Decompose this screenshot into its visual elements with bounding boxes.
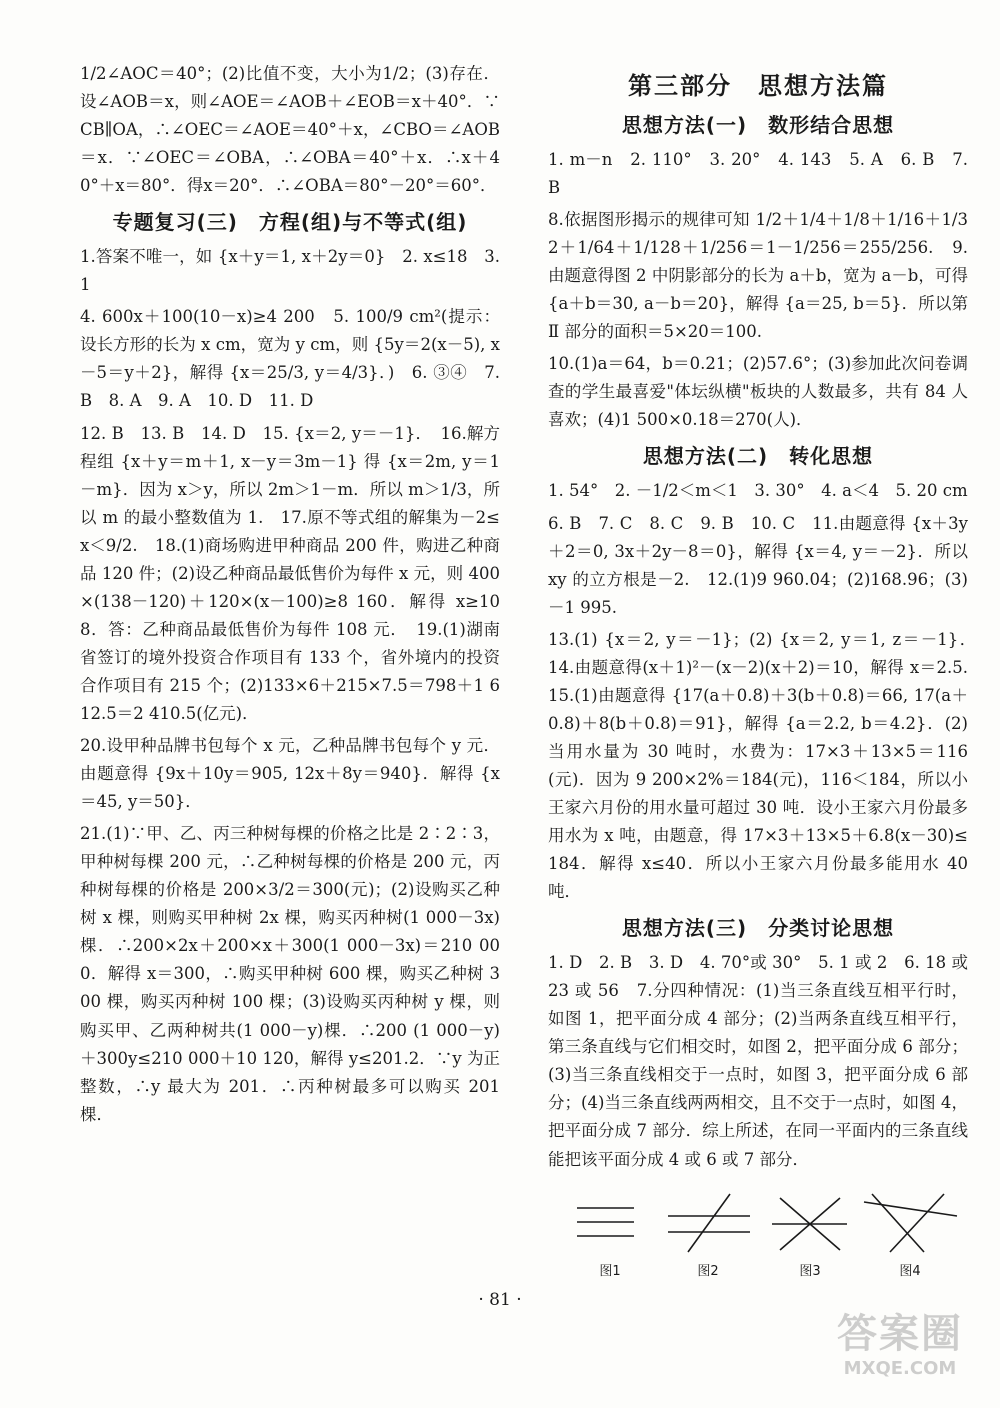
watermark-title: 答案圈 xyxy=(837,1311,963,1357)
figure-1-parallel-lines xyxy=(577,1208,634,1236)
section-2-paragraph-1: 1. 54° 2. －1/2＜m＜1 3. 30° 4. a＜4 5. 20 cm xyxy=(548,481,968,501)
figure-4-pairwise-intersecting-lines xyxy=(864,1194,957,1252)
section-3-heading: 思想方法(三) 分类讨论思想 xyxy=(621,916,895,941)
left-column xyxy=(80,60,500,1133)
watermark-url: MXQE.COM xyxy=(843,1358,957,1379)
left-intro-paragraph: 1/2∠AOC＝40°；(2)比值不变，大小为1/2；(3)存在．设∠AOB＝x，则∠AOE＝∠AOB＋∠EOB＝x＋40°．∵CB∥OA，∴∠OEC＝∠AOE＝40°＋x，∠CBO＝∠AOB＝x．∵∠OEC＝∠OBA，∴∠OBA＝40°＋x．∴x＋40°＋x＝80°．得x＝20°．∴∠OBA＝80°－20°＝60°． xyxy=(80,64,500,196)
line-figures xyxy=(572,1190,962,1280)
answer-paragraph-4: 20.设甲种品牌书包每个 x 元，乙种品牌书包每个 y 元．由题意得 {9x＋10y＝905, 12x＋8y＝940}．解得 {x＝45, y＝50}． xyxy=(80,736,500,812)
section-2-paragraph-2: 6. B 7. C 8. C 9. B 10. C 11.由题意得 {x＋3y＋2＝0, 3x＋2y－8＝0}，解得 {x＝4, y＝－2}．所以 xy 的立方根是－2. 12.(1)9 960.04；(2)168.96；(3)－1 995. xyxy=(548,513,968,617)
section-1-paragraph-3: 10.(1)a＝64，b＝0.21；(2)57.6°；(3)参加此次问卷调查的学生最喜爱"体坛纵横"板块的人数最多，共有 84 人喜欢；(4)1 500×0.18＝270(人)． xyxy=(548,354,968,430)
answer-paragraph-2: 4. 600x＋100(10－x)≥4 200 5. 100/9 cm²(提示：设长方形的长为 x cm，宽为 y cm，则 {5y＝2(x－5), x－5＝y＋2}，解得 {x＝25/3, y＝4/3}．) 6. ③④ 7. B 8. A 9. A 10. D 11. D xyxy=(80,307,500,411)
part-title: 第三部分 思想方法篇 xyxy=(628,72,888,100)
section-1-heading: 思想方法(一) 数形结合思想 xyxy=(621,113,895,137)
answer-paragraph-3: 12. B 13. B 14. D 15. {x＝2, y＝－1}． 16.解方程组 {x＋y＝m＋1, x－y＝3m－1} 得 {x＝2m, y＝1－m}．因为 x＞y，所以 2m＞1－m．所以 m＞1/3，所以 m 的最小整数值为 1. 17.原不等式组的解集为－2≤x＜9/2. 18.(1)商场购进甲种商品 200 件，购进乙种商品 120 件；(2)设乙种商品最低售价为每件 x 元，则 400×(138－120)＋120×(x－100)≥8 160．解得 x≥108．答：乙种商品最低售价为每件 108 元． 19.(1)湖南省签订的境外投资合作项目有 133 个，省外境内的投资合作项目有 215 个；(2)133×6＋215×7.5＝798＋1 612.5＝2 410.5(亿元)． xyxy=(80,423,500,723)
section-2-heading: 思想方法(二) 转化思想 xyxy=(642,444,874,469)
left-section-heading: 专题复习(三) 方程(组)与不等式(组) xyxy=(112,210,468,235)
page-number: · 81 · xyxy=(478,1290,522,1310)
figure-4-label: 图4 xyxy=(899,1264,921,1279)
section-1-paragraph-1: 1. m－n 2. 110° 3. 20° 4. 143 5. A 6. B 7. B xyxy=(548,150,968,198)
figure-3-concurrent-lines xyxy=(772,1198,847,1250)
figure-3-label: 图3 xyxy=(799,1264,821,1279)
figure-1-label: 图1 xyxy=(599,1264,621,1279)
answer-paragraph-1: 1.答案不唯一，如 {x＋y＝1, x＋2y＝0} 2. x≤18 3. 1 xyxy=(80,247,500,295)
section-1-paragraph-2: 8.依据图形揭示的规律可知 1/2＋1/4＋1/8＋1/16＋1/32＋1/64＋1/128＋1/256＝1－1/256＝255/256. 9.由题意得图 2 中阴影部分的长为 a＋b，宽为 a－b，可得 {a＋b＝30, a－b＝20}，解得 {a＝25, b＝5}．所以第 Ⅱ 部分的面积＝5×20＝100. xyxy=(548,210,968,342)
figure-2-two-parallel-one-transversal xyxy=(668,1194,750,1252)
figures-svg xyxy=(572,1190,962,1260)
right-column xyxy=(548,60,985,1178)
section-2-paragraph-3: 13.(1) {x＝2, y＝－1}；(2) {x＝2, y＝1, z＝－1}． 14.由题意得(x＋1)²－(x－2)(x＋2)＝10，解得 x＝2.5. 15.(1)由题意得 {17(a＋0.8)＋3(b＋0.8)＝66, 17(a＋0.8)＋8(b＋0.8)＝91}，解得 {a＝2.2, b＝4.2}．(2)当用水量为 30 吨时，水费为：17×3＋13×5＝116(元)．因为 9 200×2%＝184(元)，116＜184，所以小王家六月份的用水量可超过 30 吨．设小王家六月份最多用水为 x 吨，由题意，得 17×3＋13×5＋6.8(x－30)≤184．解得 x≤40．所以小王家六月份最多能用水 40 吨． xyxy=(548,629,985,902)
figure-2-label: 图2 xyxy=(697,1264,719,1279)
section-3-paragraph-1: 1. D 2. B 3. D 4. 70°或 30° 5. 1 或 2 6. 18 或 23 或 56 7.分四种情况：(1)当三条直线互相平行时，如图 1，把平面分成 4 部分；(2)当两条直线互相平行，第三条直线与它们相交时，如图 2，把平面分成 6 部分；(3)当三条直线相交于一点时，如图 3，把平面分成 6 部分；(4)当三条直线两两相交，且不交于一点时，如图 4，把平面分成 7 部分．综上所述，在同一平面内的三条直线能把该平面分成 4 或 6 或 7 部分． xyxy=(548,953,968,1169)
answer-paragraph-5: 21.(1)∵甲、乙、丙三种树每棵的价格之比是 2∶2∶3，甲种树每棵 200 元，∴乙种树每棵的价格是 200 元，丙种树每棵的价格是 200×3/2＝300(元)；(2)设购买乙种树 x 棵，则购买甲种树 2x 棵，购买丙种树(1 000－3x)棵．∴200×2x＋200×x＋300(1 000－3x)＝210 000．解得 x＝300，∴购买甲种树 600 棵，购买乙种树 300 棵，购买丙种树 100 棵；(3)设购买丙种树 y 棵，则购买甲、乙两种树共(1 000－y)棵．∴200 (1 000－y)＋300y≤210 000＋10 120，解得 y≤201.2．∵y 为正整数，∴y 最大为 201．∴丙种树最多可以购买 201 棵． xyxy=(80,824,500,1124)
watermark-logo xyxy=(815,1310,985,1390)
